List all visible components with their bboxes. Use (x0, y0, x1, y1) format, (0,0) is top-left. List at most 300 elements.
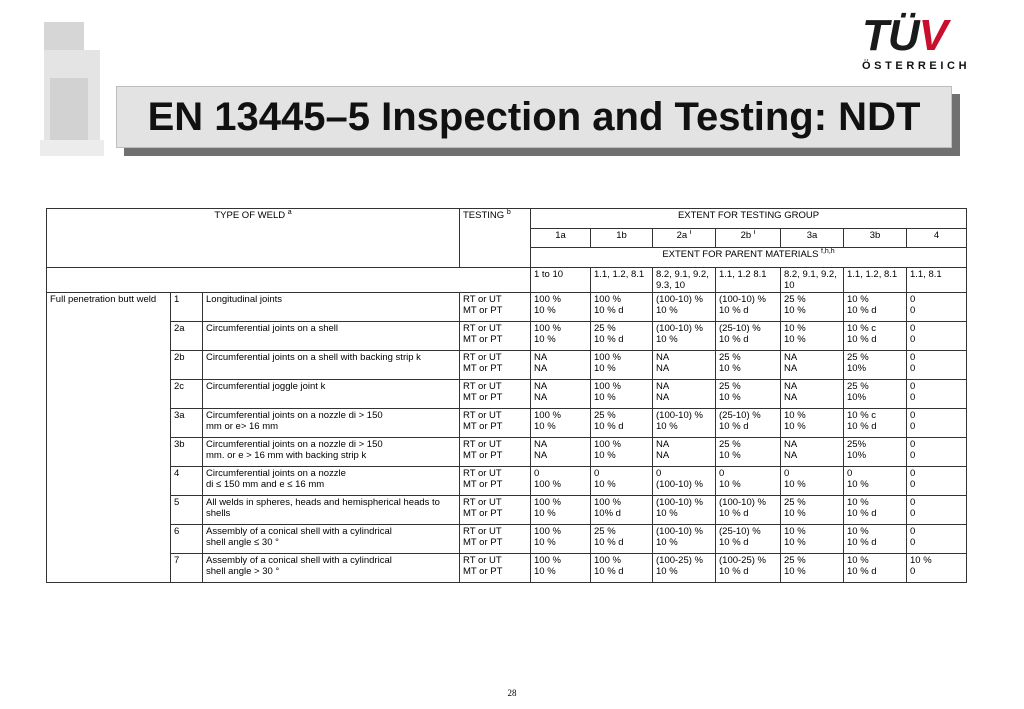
page-title: EN 13445–5 Inspection and Testing: NDT (147, 94, 921, 139)
table-row (47, 525, 967, 554)
extent-value-volumetric: 0 (910, 439, 916, 450)
extent-value-surface: 10 % (784, 305, 806, 316)
testing-label: TESTING (463, 210, 505, 221)
weld-description-line-2: shell angle ≤ 30 ° (206, 537, 279, 548)
group-label: 4 (933, 229, 940, 241)
ndt-table (46, 208, 967, 583)
extent-cell (591, 554, 653, 583)
testing-header (460, 209, 531, 268)
materials-spacer (47, 268, 531, 293)
weld-description (203, 525, 460, 554)
extent-cell (591, 438, 653, 467)
table-row (47, 351, 967, 380)
group-header (716, 228, 781, 248)
extent-value-surface: 10 % d (719, 421, 749, 432)
extent-value-volumetric: 10 % c (847, 323, 877, 334)
extent-value-surface: 10 % (784, 537, 806, 548)
extent-value-surface: 0 (910, 421, 916, 432)
testing-method-surface: MT or PT (463, 421, 503, 432)
extent-cell (531, 380, 591, 409)
extent-value-volumetric: 0 (910, 381, 916, 392)
testing-methods (460, 525, 531, 554)
row-number-label: 2b (174, 352, 185, 363)
testing-method-surface: MT or PT (463, 537, 503, 548)
material-cell (907, 268, 967, 293)
group-header (531, 228, 591, 248)
extent-value-volumetric: 25 % (719, 352, 741, 363)
extent-cell (844, 554, 907, 583)
extent-value-surface: 10% d (594, 508, 621, 519)
weld-description-line-1: Circumferential joints on a nozzle di > 150 (206, 439, 383, 450)
row-number-label: 6 (174, 526, 180, 537)
extent-value-volumetric: 100 % (534, 410, 561, 421)
extent-value-surface: 10 % d (847, 305, 877, 316)
testing-methods (460, 293, 531, 322)
material-cell (844, 268, 907, 293)
extent-value-surface: 10 % d (594, 421, 624, 432)
row-number (171, 525, 203, 554)
extent-cell (591, 293, 653, 322)
extent-cell (653, 496, 716, 525)
extent-cell (907, 293, 967, 322)
testing-method-volumetric: RT or UT (463, 410, 502, 421)
testing-method-volumetric: RT or UT (463, 526, 502, 537)
extent-cell (844, 467, 907, 496)
extent-value-volumetric: (100-10) % (656, 526, 703, 537)
testing-method-volumetric: RT or UT (463, 381, 502, 392)
extent-value-surface: 10 % (656, 334, 678, 345)
extent-cell (716, 525, 781, 554)
material-label: 1.1, 8.1 (910, 269, 942, 280)
extent-value-surface: 10 % d (847, 421, 877, 432)
testing-method-surface: MT or PT (463, 392, 503, 403)
type-of-weld-label: TYPE OF WELD (214, 210, 286, 221)
extent-value-volumetric: 0 (847, 468, 853, 479)
extent-value-surface: NA (656, 450, 670, 461)
extent-cell (653, 525, 716, 554)
extent-value-surface: 10 % d (594, 305, 624, 316)
table-row (47, 554, 967, 583)
extent-cell (531, 293, 591, 322)
extent-value-surface: NA (534, 363, 548, 374)
extent-value-volumetric: NA (784, 352, 798, 363)
extent-cell (531, 496, 591, 525)
extent-value-surface: NA (656, 392, 670, 403)
extent-value-volumetric: 10 % (847, 294, 869, 305)
extent-value-surface: 10 % (656, 421, 678, 432)
material-label: 1.1, 1.2, 8.1 (847, 269, 898, 280)
group-note: i (689, 228, 692, 236)
extent-value-volumetric: (100-10) % (719, 294, 766, 305)
material-label: 1.1, 1.2, 8.1 (594, 269, 645, 280)
testing-methods (460, 467, 531, 496)
extent-value-volumetric: 0 (719, 468, 725, 479)
extent-value-volumetric: 25 % (784, 555, 806, 566)
table-row (47, 409, 967, 438)
row-number (171, 467, 203, 496)
extent-value-surface: 10 % (594, 479, 616, 490)
row-number (171, 554, 203, 583)
extent-materials-label: EXTENT FOR PARENT MATERIALS (662, 249, 819, 261)
extent-value-surface: NA (784, 450, 798, 461)
extent-value-volumetric: (25-10) % (719, 526, 761, 537)
extent-value-surface: NA (534, 392, 548, 403)
extent-value-volumetric: (100-25) % (656, 555, 703, 566)
weld-description-line-2: di ≤ 150 mm and e ≤ 16 mm (206, 479, 325, 490)
weld-description-line-1: Circumferential joints on a nozzle (206, 468, 346, 479)
extent-cell (907, 409, 967, 438)
extent-value-volumetric: 100 % (594, 555, 621, 566)
row-number (171, 322, 203, 351)
extent-value-surface: 10 % d (594, 334, 624, 345)
extent-value-volumetric: 100 % (534, 497, 561, 508)
weld-description-line-2: shell angle > 30 ° (206, 566, 280, 577)
extent-cell (716, 380, 781, 409)
extent-value-surface: 10 % (784, 508, 806, 519)
testing-method-surface: MT or PT (463, 566, 503, 577)
extent-value-surface: 0 (910, 305, 916, 316)
row-number (171, 496, 203, 525)
extent-cell (716, 467, 781, 496)
extent-value-surface: 10 % d (594, 537, 624, 548)
group-label: 3a (806, 229, 818, 241)
extent-cell (716, 293, 781, 322)
extent-cell (844, 525, 907, 554)
row-number-label: 7 (174, 555, 180, 566)
extent-value-volumetric: 0 (910, 497, 916, 508)
extent-value-volumetric: 100 % (594, 381, 621, 392)
extent-value-volumetric: (100-10) % (656, 294, 703, 305)
extent-cell (781, 409, 844, 438)
extent-value-volumetric: 0 (594, 468, 600, 479)
extent-cell (591, 380, 653, 409)
extent-value-volumetric: 0 (910, 526, 916, 537)
testing-method-surface: MT or PT (463, 508, 503, 519)
testing-methods (460, 554, 531, 583)
building-base-graphic (40, 140, 104, 156)
row-number-label: 2a (174, 323, 185, 334)
row-number-label: 3b (174, 439, 185, 450)
extent-value-surface: 10 % (594, 363, 616, 374)
extent-cell (781, 438, 844, 467)
material-label: 8.2, 9.1, 9.2, 9.3, 10 (656, 269, 709, 291)
weld-description (203, 409, 460, 438)
extent-value-volumetric: 25 % (719, 381, 741, 392)
extent-value-surface: 10 % (784, 479, 806, 490)
extent-value-surface: 0 (910, 392, 916, 403)
testing-method-volumetric: RT or UT (463, 497, 502, 508)
extent-group-label: EXTENT FOR TESTING GROUP (677, 210, 820, 221)
extent-cell (653, 467, 716, 496)
weld-description (203, 467, 460, 496)
extent-value-volumetric: 100 % (534, 526, 561, 537)
testing-methods (460, 496, 531, 525)
testing-method-surface: MT or PT (463, 450, 503, 461)
extent-value-surface: 0 (910, 508, 916, 519)
row-number (171, 438, 203, 467)
extent-value-volumetric: NA (784, 381, 798, 392)
extent-value-volumetric: 10 % (784, 410, 806, 421)
extent-value-surface: 0 (910, 334, 916, 345)
material-label: 8.2, 9.1, 9.2, 10 (784, 269, 837, 291)
extent-value-volumetric: 0 (910, 323, 916, 334)
weld-description-line-1: Assembly of a conical shell with a cylindrical (206, 555, 392, 566)
extent-value-volumetric: 25 % (594, 526, 616, 537)
extent-value-volumetric: NA (534, 439, 548, 450)
group-label: 2b (740, 229, 752, 241)
testing-method-volumetric: RT or UT (463, 294, 502, 305)
weld-description-line-1: All welds in spheres, heads and hemispherical heads to shells (206, 497, 440, 519)
extent-value-volumetric: 0 (910, 294, 916, 305)
extent-value-surface: (100-10) % (656, 479, 703, 490)
row-number-label: 3a (174, 410, 185, 421)
extent-cell (907, 554, 967, 583)
row-number-label: 5 (174, 497, 180, 508)
testing-method-volumetric: RT or UT (463, 468, 502, 479)
extent-value-volumetric: 0 (910, 410, 916, 421)
extent-cell (781, 322, 844, 351)
table-row (47, 438, 967, 467)
extent-value-surface: 10 % d (719, 537, 749, 548)
extent-cell (907, 438, 967, 467)
page-number: 28 (507, 688, 517, 698)
extent-value-volumetric: 0 (910, 352, 916, 363)
extent-value-surface: NA (534, 450, 548, 461)
weld-description-line-2: mm or e> 16 mm (206, 421, 279, 432)
extent-value-volumetric: (25-10) % (719, 410, 761, 421)
material-cell (653, 268, 716, 293)
extent-value-volumetric: 100 % (594, 352, 621, 363)
extent-value-surface: 10 % d (719, 334, 749, 345)
extent-value-surface: 10 % (656, 305, 678, 316)
extent-cell (844, 496, 907, 525)
extent-value-surface: 10 % d (719, 305, 749, 316)
extent-value-volumetric: 100 % (534, 323, 561, 334)
extent-cell (716, 351, 781, 380)
extent-value-surface: 10 % (719, 363, 741, 374)
extent-value-volumetric: 100 % (534, 555, 561, 566)
extent-value-volumetric: (100-25) % (719, 555, 766, 566)
group-header (844, 228, 907, 248)
material-label: 1.1, 1.2 8.1 (719, 269, 767, 280)
testing-method-volumetric: RT or UT (463, 439, 502, 450)
extent-cell (653, 554, 716, 583)
extent-cell (531, 351, 591, 380)
extent-cell (653, 293, 716, 322)
extent-value-surface: 10 % (534, 566, 556, 577)
extent-value-volumetric: (100-10) % (656, 323, 703, 334)
extent-value-surface: 0 (910, 363, 916, 374)
testing-methods (460, 409, 531, 438)
extent-value-volumetric: 0 (656, 468, 662, 479)
weld-description-line-1: Circumferential joints on a shell (206, 323, 339, 334)
extent-value-volumetric: 100 % (534, 294, 561, 305)
weld-description (203, 322, 460, 351)
extent-cell (781, 293, 844, 322)
extent-cell (531, 322, 591, 351)
extent-value-surface: 10 % (534, 421, 556, 432)
extent-value-volumetric: (100-10) % (656, 497, 703, 508)
extent-cell (781, 554, 844, 583)
testing-method-volumetric: RT or UT (463, 555, 502, 566)
extent-value-surface: 10 % (534, 334, 556, 345)
extent-value-surface: 10 % (594, 450, 616, 461)
weld-description-line-1: Assembly of a conical shell with a cylindrical (206, 526, 392, 537)
testing-method-volumetric: RT or UT (463, 323, 502, 334)
table-row (47, 322, 967, 351)
tuv-logo (862, 11, 971, 72)
extent-cell (844, 409, 907, 438)
extent-value-surface: 10 % d (847, 537, 877, 548)
extent-value-surface: 10 % (719, 479, 741, 490)
extent-cell (781, 496, 844, 525)
extent-value-surface: 10 % (784, 421, 806, 432)
extent-value-volumetric: 25 % (784, 294, 806, 305)
testing-method-surface: MT or PT (463, 334, 503, 345)
extent-value-surface: 10 % (784, 334, 806, 345)
extent-value-volumetric: 25 % (719, 439, 741, 450)
extent-materials-note: f,h,h (821, 248, 835, 256)
extent-value-volumetric: 10 % (784, 526, 806, 537)
material-cell (591, 268, 653, 293)
material-cell (531, 268, 591, 293)
weld-description (203, 293, 460, 322)
extent-value-surface: NA (656, 363, 670, 374)
testing-methods (460, 438, 531, 467)
testing-method-surface: MT or PT (463, 305, 503, 316)
logo-mark-text: TÜ (862, 11, 919, 60)
extent-value-volumetric: 25 % (847, 352, 869, 363)
building-window-graphic (50, 78, 88, 144)
extent-value-surface: 10 % (534, 537, 556, 548)
extent-value-surface: 10% (847, 392, 867, 403)
group-header (591, 228, 653, 248)
extent-value-volumetric: NA (656, 439, 670, 450)
extent-cell (653, 438, 716, 467)
extent-value-volumetric: 25 % (784, 497, 806, 508)
weld-description (203, 351, 460, 380)
extent-cell (531, 554, 591, 583)
extent-value-surface: 0 (910, 479, 916, 490)
row-number-label: 4 (174, 468, 180, 479)
extent-cell (844, 438, 907, 467)
extent-cell (907, 322, 967, 351)
extent-cell (591, 496, 653, 525)
extent-cell (907, 496, 967, 525)
extent-value-surface: 10 % (656, 537, 678, 548)
extent-value-surface: 10 % d (594, 566, 624, 577)
material-label: 1 to 10 (534, 269, 564, 280)
extent-value-surface: 0 (910, 450, 916, 461)
table-row (47, 467, 967, 496)
group-label: 3b (869, 229, 881, 241)
extent-value-volumetric: 0 (784, 468, 790, 479)
extent-value-volumetric: NA (534, 352, 548, 363)
extent-value-volumetric: NA (656, 381, 670, 392)
testing-method-surface: MT or PT (463, 363, 503, 374)
extent-materials-header (531, 248, 967, 268)
extent-cell (716, 438, 781, 467)
extent-cell (531, 438, 591, 467)
extent-value-volumetric: 10 % c (847, 410, 877, 421)
extent-cell (716, 496, 781, 525)
extent-value-surface: 10 % (719, 450, 741, 461)
testing-methods (460, 380, 531, 409)
extent-value-volumetric: 0 (534, 468, 540, 479)
weld-description-line-2: Circumferential joints on a shell with backing strip k (206, 352, 421, 363)
eu-flag-graphic (44, 22, 84, 50)
extent-value-volumetric: (100-10) % (719, 497, 766, 508)
title-box (116, 86, 952, 148)
extent-cell (907, 525, 967, 554)
row-number (171, 380, 203, 409)
extent-cell (716, 554, 781, 583)
extent-value-surface: 10 % (534, 508, 556, 519)
extent-value-surface: 10 % (719, 392, 741, 403)
extent-value-volumetric: 100 % (594, 497, 621, 508)
extent-value-surface: 10 % d (719, 566, 749, 577)
extent-cell (781, 525, 844, 554)
extent-cell (844, 351, 907, 380)
extent-value-volumetric: (100-10) % (656, 410, 703, 421)
extent-value-surface: 10 % d (847, 566, 877, 577)
extent-value-surface: 0 (910, 537, 916, 548)
extent-value-surface: NA (784, 392, 798, 403)
table-row (47, 293, 967, 322)
extent-cell (844, 293, 907, 322)
weld-category (47, 293, 171, 583)
extent-cell (591, 525, 653, 554)
extent-value-volumetric: NA (656, 352, 670, 363)
extent-value-volumetric: 100 % (594, 439, 621, 450)
extent-value-volumetric: 10 % (784, 323, 806, 334)
row-number (171, 351, 203, 380)
extent-value-volumetric: 10 % (910, 555, 932, 566)
group-label: 2a (676, 229, 688, 241)
extent-value-surface: 10 % d (847, 508, 877, 519)
extent-value-surface: 10% (847, 450, 867, 461)
testing-method-surface: MT or PT (463, 479, 503, 490)
row-number-label: 2c (174, 381, 185, 392)
extent-value-volumetric: 10 % (847, 526, 869, 537)
extent-value-surface: NA (784, 363, 798, 374)
type-of-weld-note: a (287, 208, 292, 216)
extent-value-surface: 10% (847, 363, 867, 374)
extent-value-volumetric: 25 % (594, 410, 616, 421)
extent-value-volumetric: 10 % (847, 497, 869, 508)
group-header (653, 228, 716, 248)
extent-value-surface: 10 % (534, 305, 556, 316)
extent-cell (591, 351, 653, 380)
extent-cell (907, 467, 967, 496)
testing-method-volumetric: RT or UT (463, 352, 502, 363)
row-number (171, 409, 203, 438)
table-row (47, 496, 967, 525)
extent-cell (591, 409, 653, 438)
logo-mark-v: V (918, 11, 948, 60)
extent-cell (531, 525, 591, 554)
logo-subtitle: ÖSTERREICH (862, 60, 971, 72)
extent-cell (907, 380, 967, 409)
weld-description-line-1: Longitudinal joints (206, 294, 283, 305)
group-note: i (753, 228, 756, 236)
extent-value-volumetric: 25 % (847, 381, 869, 392)
row-number (171, 293, 203, 322)
extent-value-volumetric: 100 % (594, 294, 621, 305)
extent-value-volumetric: NA (784, 439, 798, 450)
extent-group-header (531, 209, 967, 229)
extent-value-volumetric: NA (534, 381, 548, 392)
